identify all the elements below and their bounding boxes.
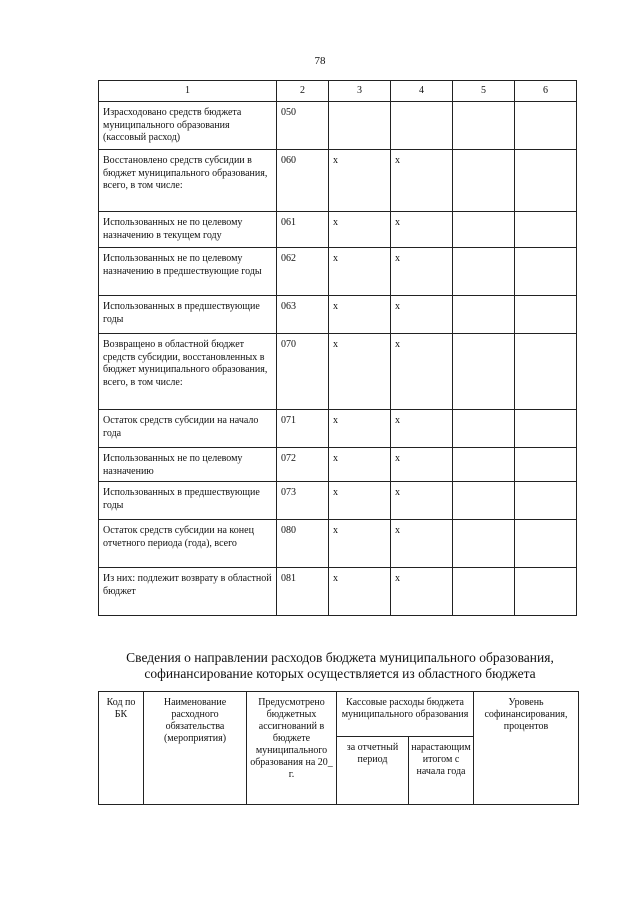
cell-col3: x bbox=[329, 296, 391, 334]
cell-col5 bbox=[453, 520, 515, 568]
cell-col5 bbox=[453, 102, 515, 150]
table-header-row bbox=[99, 81, 577, 102]
cell-col5 bbox=[453, 212, 515, 248]
cell-col5 bbox=[453, 248, 515, 296]
row-code: 061 bbox=[277, 212, 329, 248]
table-row bbox=[99, 568, 577, 616]
header-planned: Предусмотрено бюджетных ассигнований в бюджете муниципального образования на 20_ г. bbox=[247, 692, 337, 805]
section-title-line1: Сведения о направлении расходов бюджета муниципального образования, bbox=[126, 650, 554, 665]
cell-col3: x bbox=[329, 150, 391, 212]
table-header-row bbox=[99, 692, 579, 737]
table-row bbox=[99, 520, 577, 568]
column-header-4: 4 bbox=[391, 81, 453, 102]
column-header-5: 5 bbox=[453, 81, 515, 102]
row-code: 062 bbox=[277, 248, 329, 296]
column-header-1: 1 bbox=[99, 81, 277, 102]
header-cofinancing-level: Уровень софинансирования, процентов bbox=[474, 692, 579, 805]
cell-col5 bbox=[453, 410, 515, 448]
cell-col4: x bbox=[391, 212, 453, 248]
row-label: Из них: подлежит возврату в областной бюджет bbox=[99, 568, 277, 616]
row-label: Израсходовано средств бюджета муниципального образования (кассовый расход) bbox=[99, 102, 277, 150]
cell-col4: x bbox=[391, 568, 453, 616]
row-code: 071 bbox=[277, 410, 329, 448]
cell-col3: x bbox=[329, 448, 391, 482]
row-label: Использованных в предшествующие годы bbox=[99, 296, 277, 334]
subsidy-report-table bbox=[98, 80, 577, 616]
column-header-3: 3 bbox=[329, 81, 391, 102]
cell-col3: x bbox=[329, 520, 391, 568]
cell-col3 bbox=[329, 102, 391, 150]
cell-col5 bbox=[453, 568, 515, 616]
table-row bbox=[99, 102, 577, 150]
row-label: Остаток средств субсидии на начало года bbox=[99, 410, 277, 448]
cell-col5 bbox=[453, 150, 515, 212]
row-label: Использованных не по целевому назначению bbox=[99, 448, 277, 482]
cell-col4: x bbox=[391, 520, 453, 568]
row-label: Восстановлено средств субсидии в бюджет муниципального образования, всего, в том числе: bbox=[99, 150, 277, 212]
cell-col6 bbox=[515, 334, 577, 410]
row-code: 050 bbox=[277, 102, 329, 150]
cell-col3: x bbox=[329, 212, 391, 248]
cell-col5 bbox=[453, 482, 515, 520]
cell-col4: x bbox=[391, 410, 453, 448]
row-label: Использованных не по целевому назначению в предшествующие годы bbox=[99, 248, 277, 296]
cell-col3: x bbox=[329, 482, 391, 520]
section-title bbox=[60, 650, 620, 682]
header-bk-code: Код по БК bbox=[99, 692, 144, 805]
page-number: 78 bbox=[314, 55, 326, 67]
row-code: 070 bbox=[277, 334, 329, 410]
row-code: 081 bbox=[277, 568, 329, 616]
row-label: Использованных не по целевому назначению в текущем году bbox=[99, 212, 277, 248]
row-label: Остаток средств субсидии на конец отчетного периода (года), всего bbox=[99, 520, 277, 568]
cell-col3: x bbox=[329, 248, 391, 296]
cell-col4: x bbox=[391, 448, 453, 482]
cell-col5 bbox=[453, 296, 515, 334]
table-row bbox=[99, 334, 577, 410]
section-title-line2: софинансирование которых осуществляется из областного бюджета bbox=[144, 666, 536, 681]
row-code: 073 bbox=[277, 482, 329, 520]
row-code: 060 bbox=[277, 150, 329, 212]
cell-col4: x bbox=[391, 296, 453, 334]
cell-col6 bbox=[515, 520, 577, 568]
cell-col5 bbox=[453, 448, 515, 482]
cell-col5 bbox=[453, 334, 515, 410]
cell-col4: x bbox=[391, 150, 453, 212]
cell-col4: x bbox=[391, 482, 453, 520]
cell-col6 bbox=[515, 150, 577, 212]
cell-col4 bbox=[391, 102, 453, 150]
cell-col6 bbox=[515, 296, 577, 334]
header-expense-name: Наименование расходного обязательства (мероприятия) bbox=[144, 692, 247, 805]
table-row bbox=[99, 150, 577, 212]
cell-col4: x bbox=[391, 334, 453, 410]
table-row bbox=[99, 448, 577, 482]
column-header-6: 6 bbox=[515, 81, 577, 102]
table-row bbox=[99, 296, 577, 334]
row-code: 063 bbox=[277, 296, 329, 334]
column-header-2: 2 bbox=[277, 81, 329, 102]
cell-col6 bbox=[515, 212, 577, 248]
row-label: Использованных в предшествующие годы bbox=[99, 482, 277, 520]
cell-col6 bbox=[515, 248, 577, 296]
cell-col6 bbox=[515, 568, 577, 616]
row-code: 080 bbox=[277, 520, 329, 568]
cell-col6 bbox=[515, 410, 577, 448]
table-row bbox=[99, 410, 577, 448]
table-row bbox=[99, 212, 577, 248]
cell-col3: x bbox=[329, 410, 391, 448]
expenditure-table bbox=[98, 691, 579, 805]
cell-col3: x bbox=[329, 568, 391, 616]
cell-col6 bbox=[515, 102, 577, 150]
header-cash-period: за отчетный период bbox=[337, 737, 409, 805]
header-cash-cumulative: нарастающим итогом с начала года bbox=[409, 737, 474, 805]
row-code: 072 bbox=[277, 448, 329, 482]
table-row bbox=[99, 482, 577, 520]
cell-col6 bbox=[515, 448, 577, 482]
cell-col4: x bbox=[391, 248, 453, 296]
row-label: Возвращено в областной бюджет средств субсидии, восстановленных в бюджет муниципального образования, всего, в том числе: bbox=[99, 334, 277, 410]
cell-col3: x bbox=[329, 334, 391, 410]
table-row bbox=[99, 248, 577, 296]
header-cash-expenses: Кассовые расходы бюджета муниципального образования bbox=[337, 692, 474, 737]
cell-col6 bbox=[515, 482, 577, 520]
